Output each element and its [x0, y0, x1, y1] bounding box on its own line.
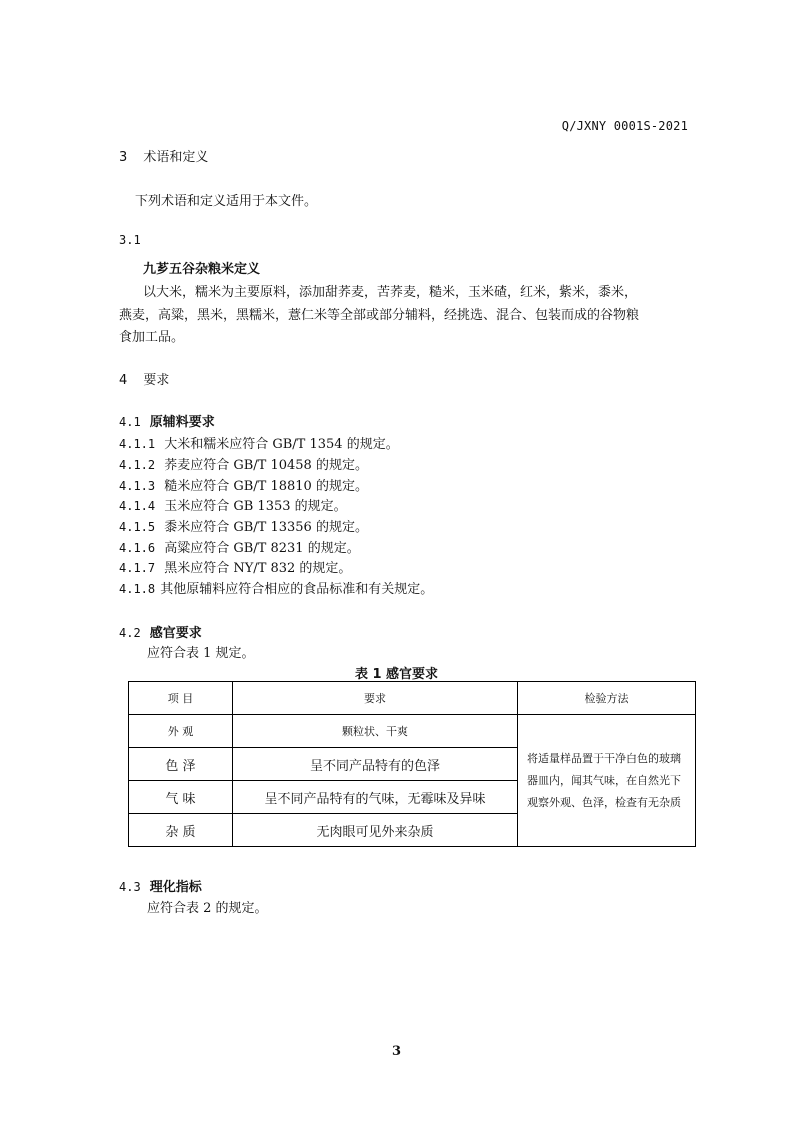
- item-number: 4.1.6: [119, 541, 156, 555]
- clause-4-3-text: 应符合表 2 的规定。: [147, 901, 268, 916]
- row-item: 杂 质: [129, 814, 233, 847]
- column-header-method: 检验方法: [518, 682, 696, 715]
- clause-number: 4.3: [119, 880, 141, 894]
- standard-code: Q/JXNY 0001S-2021: [561, 119, 688, 133]
- definition-line-3: 食加工品。: [119, 330, 185, 345]
- list-item: [119, 537, 360, 556]
- row-item: 气 味: [129, 781, 233, 814]
- definition-line-2: 燕麦，高粱，黑米，黑糯米，薏仁米等全部或部分辅料，经挑选、混合、包装而成的谷物粮: [119, 308, 640, 323]
- item-text: 糙米应符合 GB/T 18810 的规定。: [164, 479, 368, 494]
- item-number: 4.1.2: [119, 458, 156, 472]
- row-requirement: 呈不同产品特有的气味，无霉味及异味: [233, 781, 518, 814]
- table-header-row: [129, 682, 696, 715]
- section-number: 4: [119, 373, 128, 388]
- list-item: [119, 433, 399, 452]
- sensory-requirements-table: [128, 681, 696, 847]
- list-item: [119, 516, 368, 535]
- list-item: [119, 557, 351, 576]
- item-number: 4.1.5: [119, 520, 156, 534]
- clause-number: 4.1: [119, 415, 141, 429]
- list-item: [119, 495, 347, 514]
- list-item: [119, 578, 433, 597]
- list-item: [119, 475, 368, 494]
- column-header-requirement: 要求: [233, 682, 518, 715]
- column-header-item: 项 目: [129, 682, 233, 715]
- table-row: [129, 715, 696, 748]
- item-text: 黑米应符合 NY/T 832 的规定。: [164, 561, 352, 576]
- item-text: 其他原辅料应符合相应的食品标准和有关规定。: [160, 582, 434, 597]
- section-number: 3: [119, 150, 128, 165]
- section-title: 要求: [143, 373, 170, 388]
- inspection-method-cell: 将适量样品置于干净白色的玻璃器皿内，闻其气味，在自然光下观察外观、色泽，检查有无杂质: [518, 715, 696, 847]
- item-text: 玉米应符合 GB 1353 的规定。: [164, 499, 347, 514]
- clause-title: 理化指标: [149, 880, 202, 895]
- row-requirement: 颗粒状、干爽: [233, 715, 518, 748]
- item-number: 4.1.1: [119, 437, 156, 451]
- list-item: [119, 454, 368, 473]
- row-requirement: 无肉眼可见外来杂质: [233, 814, 518, 847]
- row-requirement: 呈不同产品特有的色泽: [233, 748, 518, 781]
- section-title: 术语和定义: [143, 150, 209, 165]
- clause-3-1-number: 3.1: [119, 233, 141, 247]
- item-text: 大米和糯米应符合 GB/T 1354 的规定。: [164, 437, 399, 452]
- page-number: 3: [391, 1044, 402, 1059]
- clause-4-2-heading: [119, 622, 202, 641]
- item-number: 4.1.3: [119, 479, 156, 493]
- section-4-heading: [119, 369, 169, 388]
- clause-4-3-heading: [119, 876, 202, 895]
- clause-title: 原辅料要求: [149, 415, 215, 430]
- definition-line-1: 以大米，糯米为主要原料，添加甜荞麦，苦荞麦，糙米，玉米碴，红米，紫米，黍米，: [143, 285, 638, 300]
- item-text: 高粱应符合 GB/T 8231 的规定。: [164, 541, 360, 556]
- item-number: 4.1.4: [119, 499, 156, 513]
- clause-number: 4.2: [119, 626, 141, 640]
- item-number: 4.1.7: [119, 561, 156, 575]
- clause-title: 感官要求: [149, 626, 202, 641]
- section-3-heading: [119, 146, 208, 165]
- item-text: 黍米应符合 GB/T 13356 的规定。: [164, 520, 368, 535]
- clause-3-1-term: 九芗五谷杂粮米定义: [143, 262, 261, 277]
- item-text: 荞麦应符合 GB/T 10458 的规定。: [164, 458, 368, 473]
- table-caption: 表 1 感官要求: [354, 667, 439, 682]
- item-number: 4.1.8: [119, 582, 156, 596]
- clause-4-1-heading: [119, 411, 215, 430]
- row-item: 外 观: [129, 715, 233, 748]
- section-3-intro: 下列术语和定义适用于本文件。: [135, 194, 318, 209]
- row-item: 色 泽: [129, 748, 233, 781]
- clause-4-2-text: 应符合表 1 规定。: [147, 646, 255, 661]
